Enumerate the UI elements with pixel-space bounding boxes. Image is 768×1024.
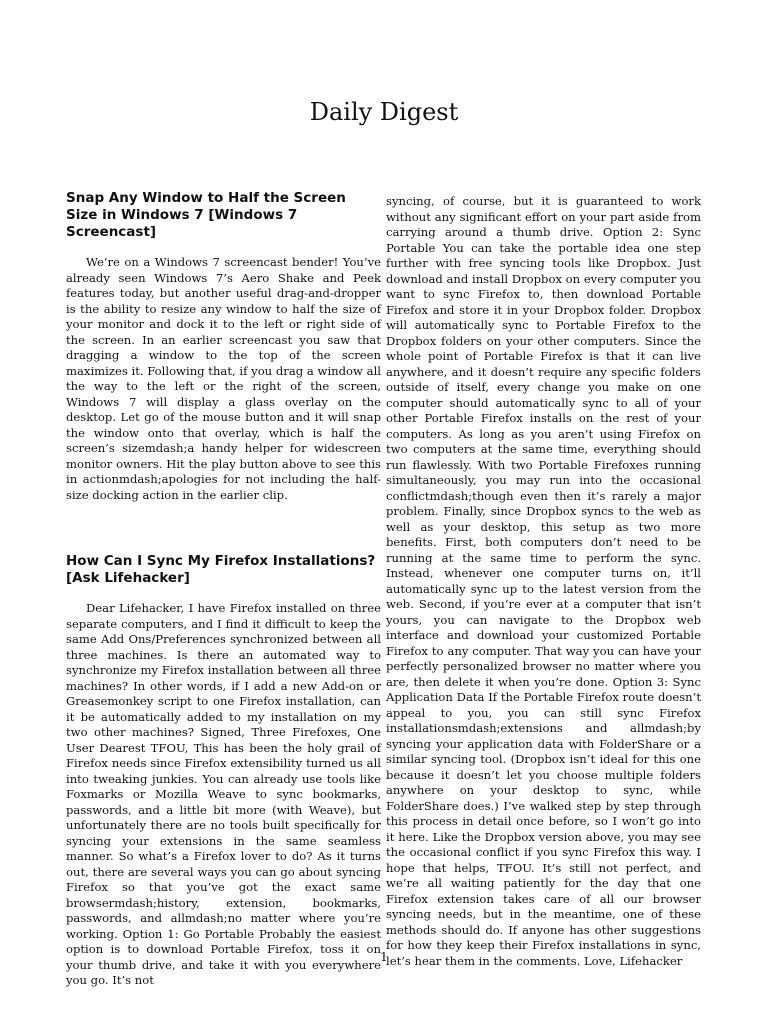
page-number: 1 xyxy=(380,950,388,964)
page-title: Daily Digest xyxy=(309,98,459,126)
article-body-sync-firefox-part2: syncing, of course, but it is guaranteed to work without any significant effort on your part aside from carrying around a thumb drive. Option 2: Sync Portable You can take the portable idea one step further with free syncing tools like Dropbox. Just download and install Dropbox on every computer you want to sync Firefox to, then download Portable Firefox and store it in your Dropbox folder. Dropbox will automatically sync to Portable Firefox to the Dropbox folders on your other computers. Since the whole point of Portable Firefox is that it can live anywhere, and it doesn’t require any specific folders outside of itself, every change you make on one computer should automatically sync to all of your other Portable Firefox installs on the rest of your computers. As long as you aren’t using Firefox on two computers at the same time, everything should run flawlessly. With two Portable Firefoxes running simultaneously, you may run into the occasional conflictmdash;though even then it’s rarely a major problem. Finally, since Dropbox syncs to the web as well as your desktop, this setup as two more benefits. First, both computers don’t need to be running at the same time to perform the sync. Instead, whenever one computer turns on, it’ll automatically sync up to the latest version from the web. Second, if you’re ever at a computer that isn’t yours, you can navigate to the Dropbox web interface and download your customized Portable Firefox to any computer. That way you can have your perfectly personalized browser no matter where you are, then delete it when you’re done. Option 3: Sync Application Data If the Portable Firefox route doesn’t appeal to you, you can still sync Firefox installationsmdash;extensions and allmdash;by syncing your application data with FolderShare or a similar syncing tool. (Dropbox isn’t ideal for this one because it doesn’t let you choose multiple folders anywhere on your desktop to sync, while FolderShare does.) I’ve walked step by step through this process in detail once before, so I won’t go into it here. Like the Dropbox version above, you may see the occasional conflict if you sync Firefox this way. I hope that helps, TFOU. It’s still not perfect, and we’re all waiting patiently for the day that one Firefox extension takes care of all our browser syncing needs, but in the meantime, one of these methods should do. If anyone has other suggestions for how they keep their Firefox installations in sync, let’s hear them in the comments. Love, Lifehacker xyxy=(386,194,701,968)
right-column xyxy=(386,194,701,969)
left-column xyxy=(66,190,381,989)
article-body-snap-window: We’re on a Windows 7 screencast bender! You’ve already seen Windows 7’s Aero Shake and Peek features today, but another useful drag-and-dropper is the ability to resize any window to half the size of your monitor and dock it to the left or right side of the screen. In an earlier screencast you saw that dragging a window to the top of the screen maximizes it. Following that, if you drag a window all the way to the left or the right of the screen, Windows 7 will display a glass overlay on the desktop. Let go of the mouse button and it will snap the window onto that overlay, which is half the screen’s sizemdash;a handy helper for widescreen monitor owners. Hit the play button above to see this in actionmdash;apologies for not including the half-size docking action in the earlier clip. xyxy=(66,255,381,502)
article-heading-snap-window: Snap Any Window to Half the Screen Size in Windows 7 [Windows 7 Screencast] xyxy=(66,190,346,240)
article-heading-sync-firefox: How Can I Sync My Firefox Installations? [Ask Lifehacker] xyxy=(66,553,376,586)
article-body-sync-firefox-part1: Dear Lifehacker, I have Firefox installed on three separate computers, and I find it difficult to keep the same Add Ons/Preferences synchronized between all three machines. Is there an automated way to synchronize my Firefox installation between all three machines? In other words, if I add a new Add-on or Greasemonkey script to one Firefox installation, can it be automatically added to my installation on my two other machines? Signed, Three Firefoxes, One User Dearest TFOU, This has been the holy grail of Firefox needs since Firefox extensibility turned us all into tweaking junkies. You can already use tools like Foxmarks or Mozilla Weave to sync bookmarks, passwords, and a little bit more (with Weave), but unfortunately there are no tools built specifically for syncing your extensions in the same seamless manner. So what’s a Firefox lover to do? As it turns out, there are several ways you can go about syncing Firefox so that you’ve got the exact same browsermdash;history, extension, bookmarks, passwords, and allmdash;no matter where you’re working. Option 1: Go Portable Probably the easiest option is to download Portable Firefox, toss it on your thumb drive, and take it with you everywhere you go. It’s not xyxy=(66,601,381,987)
